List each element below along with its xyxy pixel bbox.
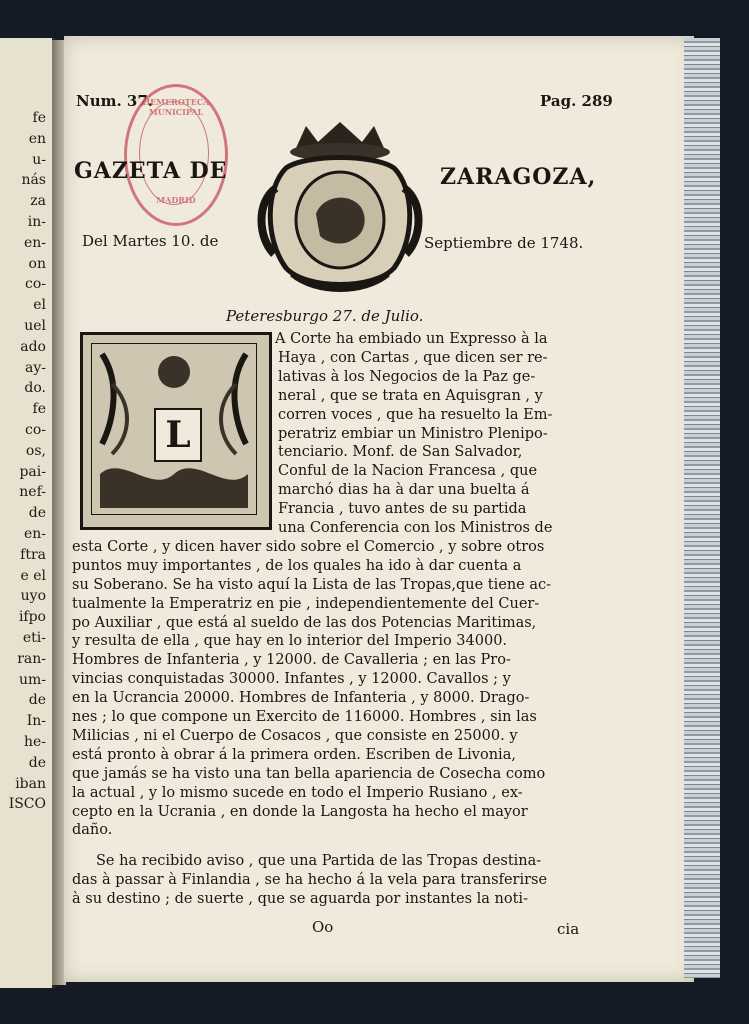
- left-page-fragment: ran-: [17, 650, 46, 667]
- masthead-right: ZARAGOZA,: [440, 164, 597, 190]
- left-page-fragment: co-: [25, 422, 46, 438]
- left-page-fragment: uel: [24, 318, 46, 334]
- initial-ornament-frame: [91, 343, 257, 515]
- stamp-top-text: HEMEROTECA MUNICIPAL: [142, 97, 210, 117]
- left-page: [0, 38, 55, 988]
- left-page-fragment: pai-: [19, 463, 46, 480]
- left-page-fragment: e el: [20, 567, 46, 584]
- left-page-fragment: um-: [18, 671, 46, 688]
- library-stamp: [124, 84, 228, 226]
- stamp-inner-ring: [139, 101, 209, 205]
- left-page-fragment: nef-: [19, 484, 46, 501]
- article-line: y resulta de ella , que hay en lo interior del Imperio 34000.: [72, 633, 508, 650]
- article-line-paragraph-2: Se ha recibido aviso , que una Partida de las Tropas destina-: [96, 853, 542, 869]
- left-page-fragment: u-: [32, 151, 46, 168]
- left-page-fragment: in-: [27, 214, 46, 230]
- article-line: lativas à los Negocios de la Paz ge-: [278, 368, 536, 385]
- article-line: A Corte ha embiado un Expresso à la: [275, 331, 548, 347]
- left-page-fragment: he-: [23, 734, 46, 750]
- article-line: vincias conquistadas 30000. Infantes , y 12000. Cavallos ; y: [72, 671, 511, 688]
- article-line: puntos muy importantes , de los quales ha ido à dar cuenta a: [72, 557, 522, 574]
- left-page-fragment: eti-: [22, 630, 46, 646]
- article-line: marchó dias ha à dar una buelta á: [278, 482, 530, 499]
- decorated-initial: [80, 332, 272, 530]
- left-page-fragment: on: [28, 255, 46, 272]
- dateline-right: Septiembre de 1748.: [424, 234, 584, 252]
- left-page-fragment: ISCO: [8, 796, 46, 813]
- left-page-fragment: ifpo: [18, 609, 46, 626]
- left-page-fragment: In-: [26, 713, 46, 730]
- article-line: que jamás se ha visto una tan bella apariencia de Cosecha como: [72, 765, 546, 782]
- left-page-fragment: iban: [15, 775, 46, 792]
- left-page-fragment: co-: [25, 276, 46, 293]
- article-line: Conful de la Nacion Francesa , que: [278, 463, 538, 480]
- initial-letter: L: [154, 408, 202, 462]
- article-line: tenciario. Monf. de San Salvador,: [278, 444, 523, 461]
- dateline-left: Del Martes 10. de: [82, 232, 219, 250]
- left-page-fragment: nás: [21, 172, 46, 189]
- signature-mark: Oo: [312, 918, 334, 936]
- article-line: Francia , tuvo antes de su partida: [278, 501, 527, 518]
- left-page-fragment: fe: [32, 110, 46, 126]
- article-line: la actual , y lo mismo sucede en todo el Imperio Rusiano , ex-: [72, 784, 523, 801]
- stamp-bottom-text: MADRID: [156, 195, 196, 205]
- left-page-fragment: os,: [25, 442, 46, 459]
- article-line: po Auxiliar , que está al sueldo de las dos Potencias Maritimas,: [72, 614, 537, 631]
- coat-of-arms-emblem: [256, 118, 424, 296]
- article-line: en la Ucrancia 20000. Hombres de Infanteria , y 8000. Drago-: [72, 690, 530, 707]
- left-page-fragment: za: [30, 193, 46, 210]
- article-line: Milicias , ni el Cuerpo de Cosacos , que consiste en 25000. y: [72, 727, 518, 744]
- left-page-fragment: ftra: [20, 546, 46, 563]
- left-page-fragment: de: [28, 505, 46, 522]
- left-page-fragment: fe: [32, 401, 46, 418]
- article-line: peratriz embiar un Ministro Plenipo-: [278, 425, 548, 442]
- issue-number: Num. 37.: [76, 92, 154, 110]
- left-page-fragment: ay-: [25, 359, 46, 376]
- article-line: su Soberano. Se ha visto aquí la Lista de las Tropas,que tiene ac-: [72, 576, 552, 593]
- left-page-fragment: en-: [23, 526, 46, 542]
- left-page-fragment: do.: [24, 380, 46, 397]
- article-line: Haya , con Cartas , que dicen ser re-: [278, 349, 548, 366]
- article-line: cepto en la Ucrania , en donde la Langosta ha hecho el mayor: [72, 803, 528, 820]
- article-line: tualmente la Emperatriz en pie , independientemente del Cuer-: [72, 595, 540, 612]
- article-line-paragraph-2: à su destino ; de suerte , que se aguarda por instantes la noti-: [72, 891, 528, 907]
- article-line: Hombres de Infanteria , y 12000. de Cavalleria ; en las Pro-: [72, 652, 511, 669]
- article-line: daño.: [72, 822, 113, 839]
- page-number: Pag. 289: [540, 92, 613, 110]
- left-page-fragment: el: [33, 297, 46, 314]
- left-page-fragment: en-: [23, 234, 46, 251]
- catchword: cia: [557, 920, 580, 938]
- left-page-fragment: de: [28, 754, 46, 771]
- article-line: está pronto à obrar á la primera orden. Escriben de Livonia,: [72, 746, 516, 763]
- left-page-fragment: de: [28, 692, 46, 709]
- article-line: corren voces , que ha resuelto la Em-: [278, 406, 553, 423]
- page-edge: [684, 38, 720, 978]
- article-line: esta Corte , y dicen haver sido sobre el Comercio , y sobre otros: [72, 538, 545, 555]
- left-page-fragment: en: [28, 130, 46, 147]
- left-page-fragment: uyo: [20, 588, 46, 605]
- article-line: una Conferencia con los Ministros de: [278, 520, 553, 536]
- article-line: nes ; lo que compone un Exercito de 116000. Hombres , sin las: [72, 709, 537, 725]
- masthead-left: GAZETA DE: [74, 158, 228, 184]
- article-line-paragraph-2: das à passar à Finlandia , se ha hecho á la vela para transferirse: [72, 872, 548, 888]
- article-line: neral , que se trata en Aquisgran , y: [278, 387, 543, 404]
- left-page-fragment: ado: [20, 338, 46, 355]
- article-dateline: Peteresburgo 27. de Julio.: [226, 307, 424, 325]
